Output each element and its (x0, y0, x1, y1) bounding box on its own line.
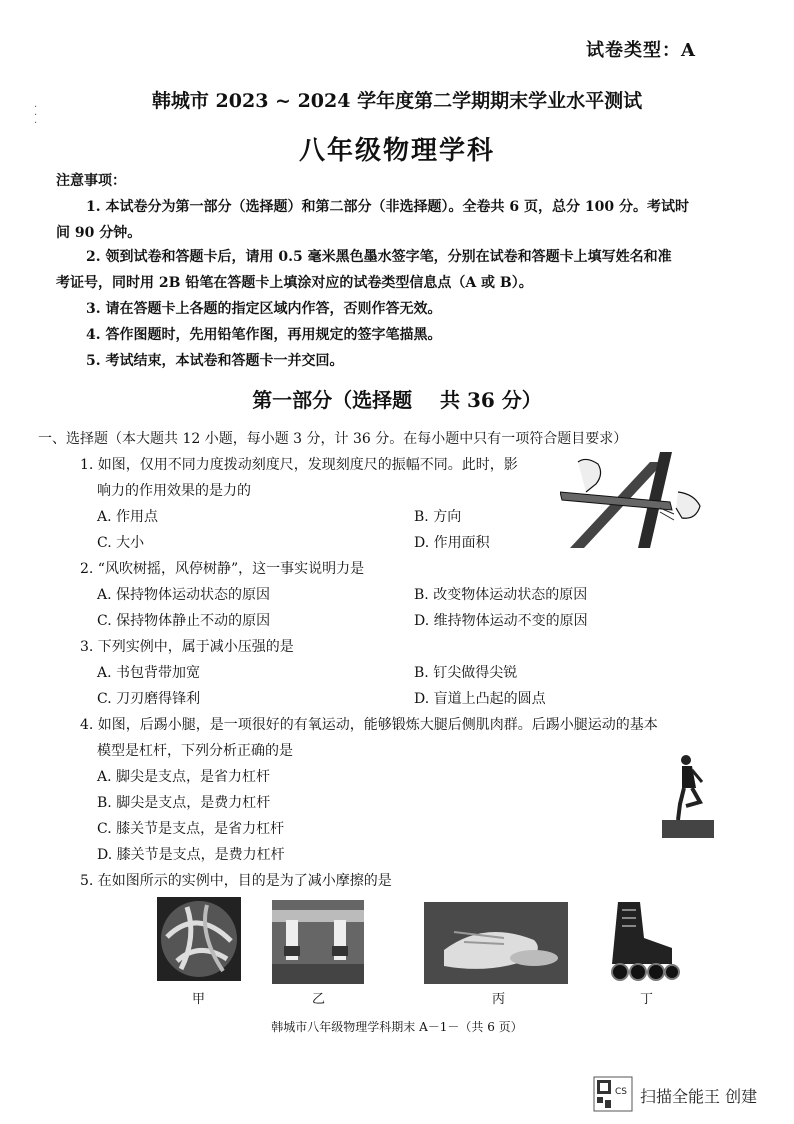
note-item-2 (56, 244, 716, 296)
part-one-title: 第一部分（选择题 共 36 分） (252, 388, 542, 412)
question-3-stem: 3. 下列实例中，属于减小压强的是 (80, 639, 294, 655)
question-3-option-b: B. 钉尖做得尖锐 (414, 665, 518, 681)
question-2-option-c: C. 保持物体静止不动的原因 (97, 613, 271, 629)
note-line: 1. 本试卷分为第一部分（选择题）和第二部分（非选择题）。全卷共 6 页，总分 100 分。考试时 (86, 199, 689, 215)
ball-figure (157, 897, 241, 981)
brake-figure (272, 900, 364, 984)
question-3-option-d: D. 盲道上凸起的圆点 (414, 691, 546, 707)
question-2-option-d: D. 维持物体运动不变的原因 (414, 613, 588, 629)
question-2-stem: 2. “风吹树摇，风停树静”，这一事实说明力是 (80, 561, 365, 577)
note-line: 考证号，同时用 2B 铅笔在答题卡上填涂对应的试卷类型信息点（A 或 B）。 (56, 275, 533, 291)
note-item-3 (56, 296, 716, 322)
note-item-1 (56, 194, 716, 246)
question-1-stem-cont: 响力的作用效果的是力的 (97, 483, 251, 499)
question-2-option-b: B. 改变物体运动状态的原因 (414, 587, 588, 603)
note-item-4 (56, 322, 716, 348)
question-4-option-d: D. 膝关节是支点，是费力杠杆 (97, 847, 285, 863)
note-line: 2. 领到试卷和答题卡后，请用 0.5 毫米黑色墨水签字笔，分别在试卷和答题卡上填写姓名和准 (86, 249, 672, 265)
runner-figure (662, 752, 714, 838)
question-4-option-c: C. 膝关节是支点，是省力杠杆 (97, 821, 285, 837)
question-3-option-a: A. 书包背带加宽 (97, 665, 201, 681)
note-line: 5. 考试结束，本试卷和答题卡一并交回。 (86, 353, 344, 369)
figure-caption-bing: 丙 (492, 992, 506, 1007)
question-2-option-a: A. 保持物体运动状态的原因 (97, 587, 271, 603)
question-5-stem: 5. 在如图所示的实例中，目的是为了减小摩擦的是 (80, 873, 392, 889)
question-3-option-c: C. 刀刃磨得锋利 (97, 691, 201, 707)
chalk-hands-figure (424, 902, 568, 984)
note-line: 4. 答作图题时，先用铅笔作图，再用规定的签字笔描黑。 (86, 327, 442, 343)
note-line: 3. 请在答题卡上各题的指定区域内作答，否则作答无效。 (86, 301, 442, 317)
scanner-logo-icon (593, 1076, 633, 1112)
paper-type-label: 试卷类型：A (586, 40, 696, 61)
question-4-option-a: A. 脚尖是支点，是省力杠杆 (97, 769, 271, 785)
question-1-stem: 1. 如图，仅用不同力度拨动刻度尺，发现刻度尺的振幅不同。此时，影 (80, 457, 518, 473)
inline-skate-figure (606, 898, 682, 984)
exam-title: 韩城市 2023 ~ 2024 学年度第二学期期末学业水平测试 (151, 90, 643, 112)
note-item-5 (56, 348, 716, 374)
figure-caption-yi: 乙 (312, 992, 326, 1007)
section-instructions: 一、选择题（本大题共 12 小题，每小题 3 分，计 36 分。在每小题中只有一项符合题目要求） (38, 431, 628, 447)
question-1-option-d: D. 作用面积 (414, 535, 490, 551)
page-footer: 韩城市八年级物理学科期末 A－1－（共 6 页） (271, 1020, 523, 1034)
figure-caption-ding: 丁 (640, 992, 654, 1007)
subject-title: 八年级物理学科 (298, 136, 495, 166)
scanner-watermark: 扫描全能王 创建 (640, 1087, 758, 1106)
question-4-option-b: B. 脚尖是支点，是费力杠杆 (97, 795, 271, 811)
question-1-option-c: C. 大小 (97, 535, 145, 551)
question-1-option-a: A. 作用点 (97, 509, 159, 525)
question-4-stem-cont: 模型是杠杆，下列分析正确的是 (97, 743, 293, 759)
note-line: 间 90 分钟。 (56, 225, 142, 241)
notes-heading: 注意事项： (56, 173, 126, 189)
question-4-stem: 4. 如图，后踢小腿，是一项很好的有氧运动，能够锻炼大腿后侧肌肉群。后踢小腿运动的基本 (80, 717, 658, 733)
figure-caption-jia: 甲 (192, 992, 206, 1007)
ruler-figure (560, 452, 710, 548)
question-1-option-b: B. 方向 (414, 509, 462, 525)
brand-logo-text: CS (615, 1087, 627, 1097)
binding-marks: · · · (34, 102, 38, 129)
